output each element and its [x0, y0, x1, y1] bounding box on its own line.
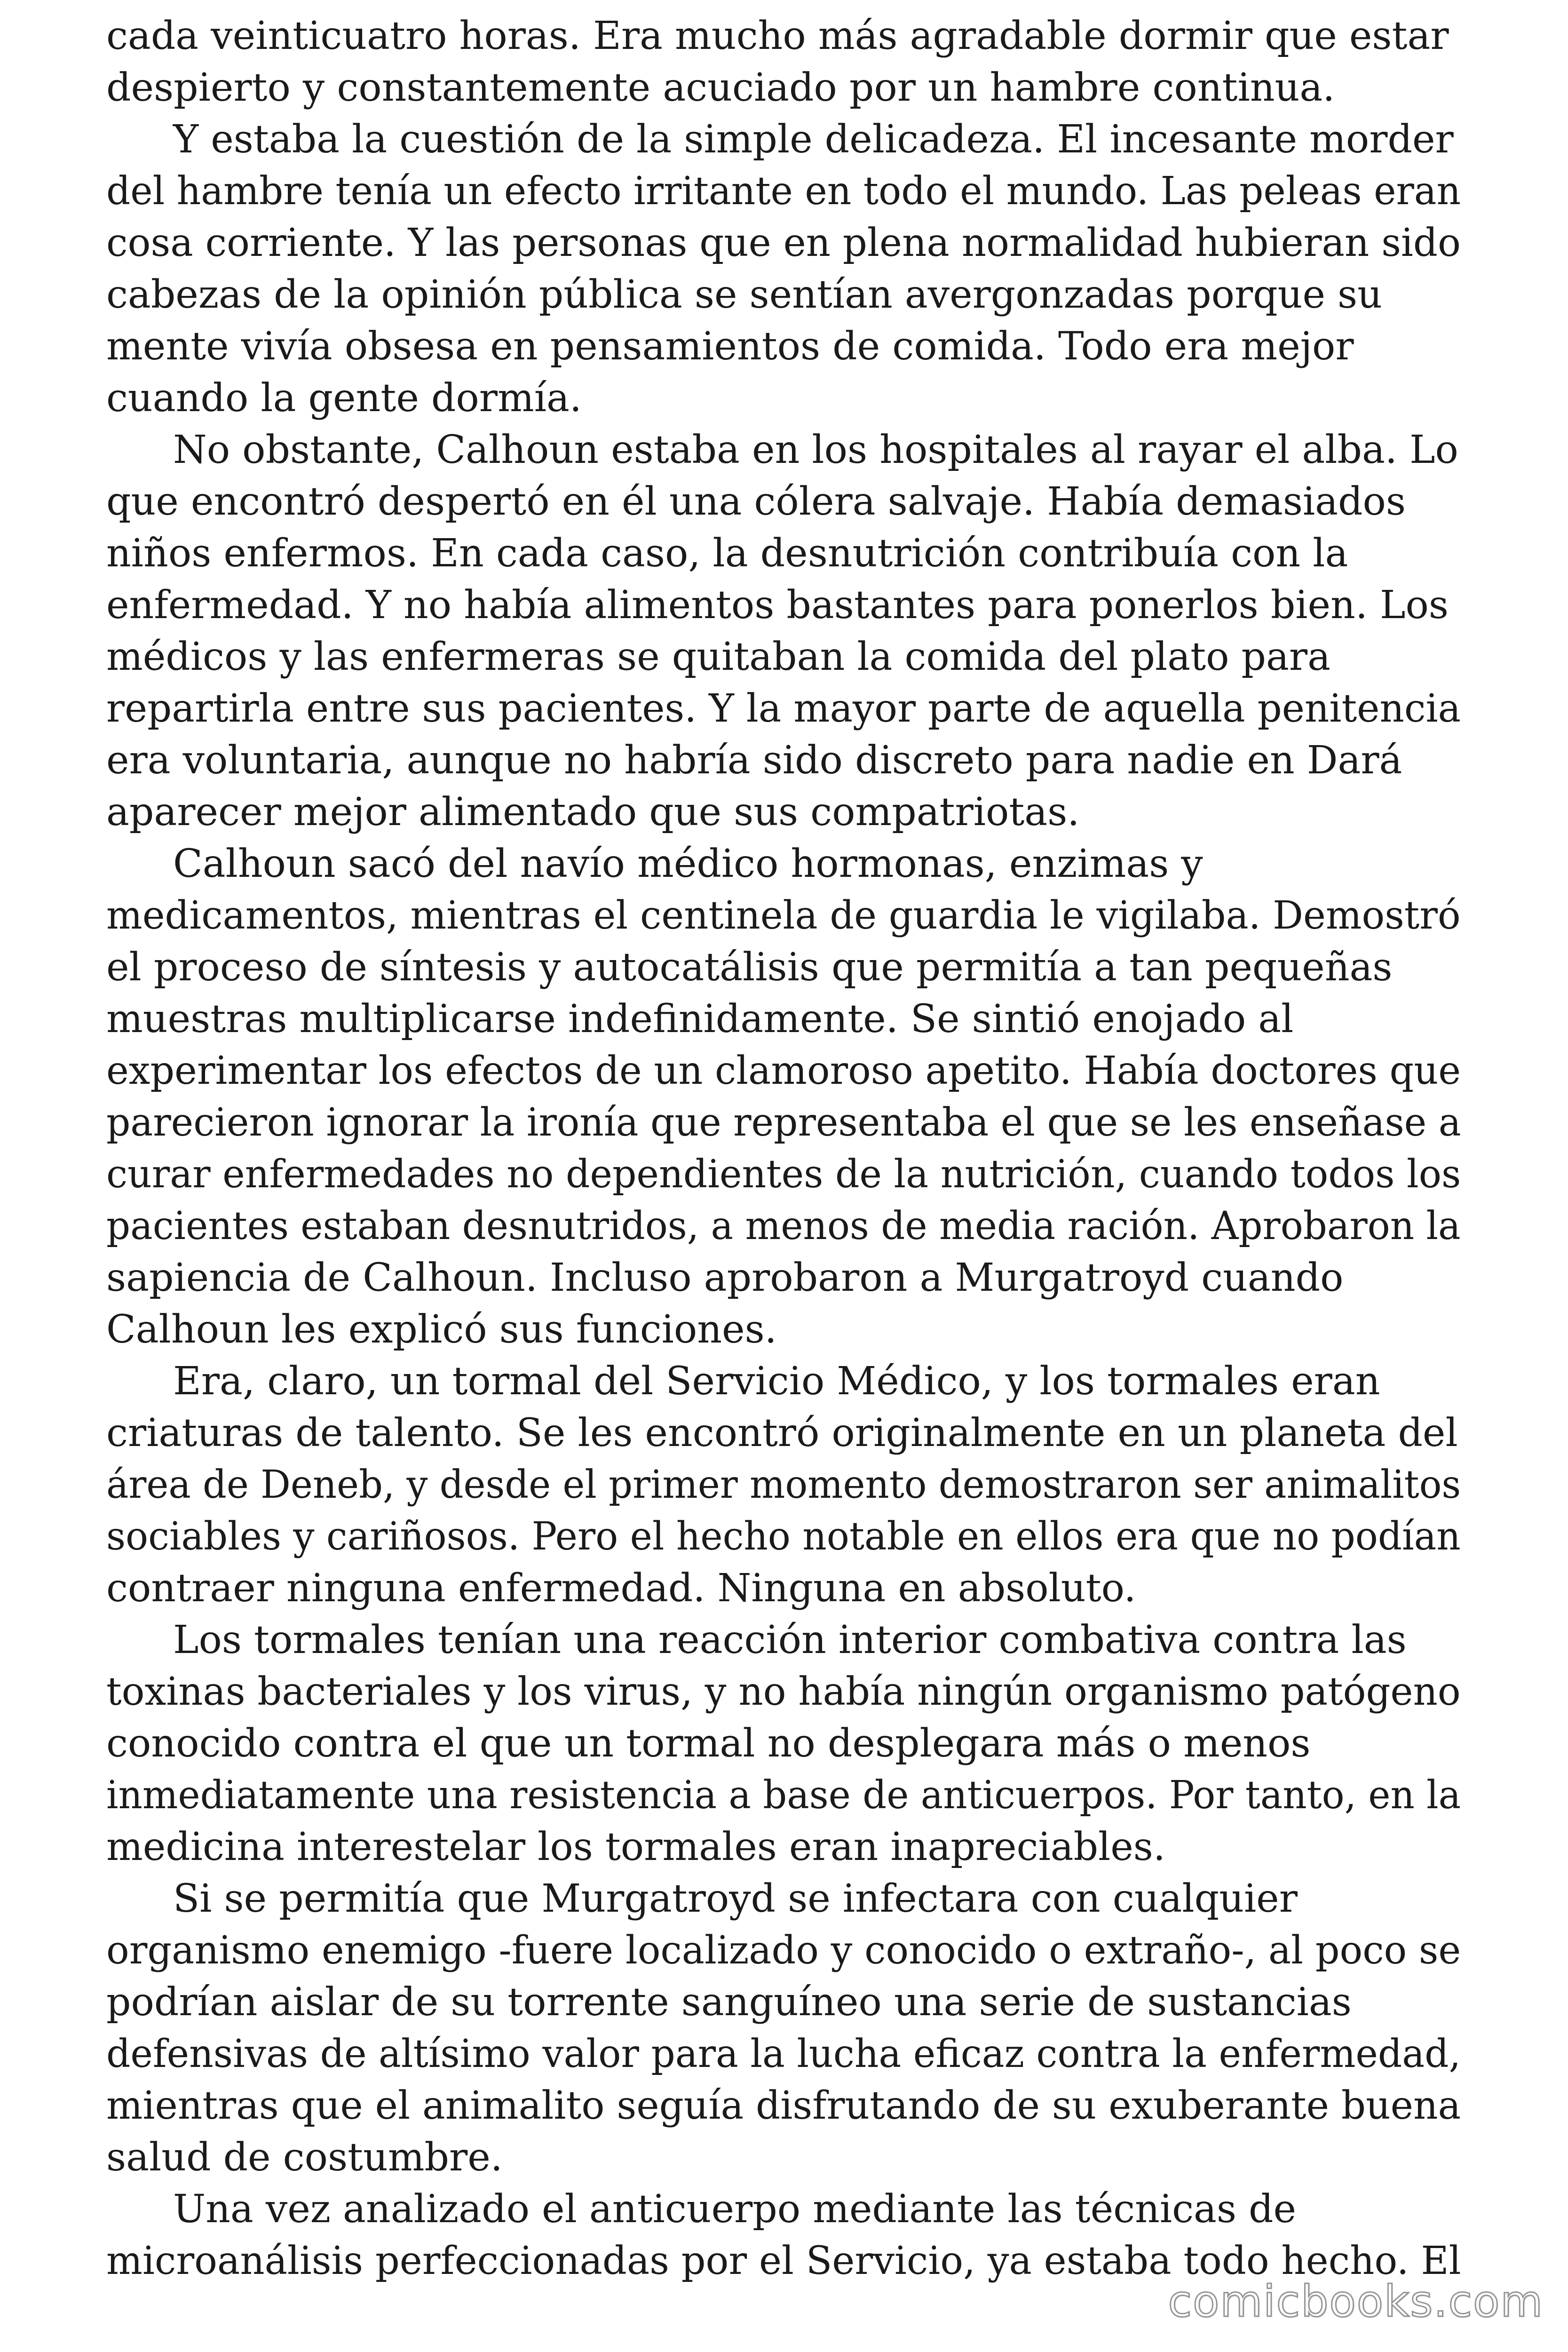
text-line: inmediatamente una resistencia a base de anticuerpos. Por tanto, en la — [106, 1773, 1461, 1818]
text-line: experimentar los efectos de un clamoroso apetito. Había doctores que — [106, 1049, 1461, 1093]
text-line: conocido contra el que un tormal no desplegara más o menos — [106, 1721, 1311, 1766]
text-line: organismo enemigo -fuere localizado y conocido o extraño-, al poco se — [106, 1928, 1461, 1973]
text-line: criaturas de talento. Se les encontró originalmente en un planeta del — [106, 1411, 1458, 1455]
text-line: despierto y constantemente acuciado por un hambre continua. — [106, 65, 1335, 110]
text-line: Una vez analizado el anticuerpo mediante las técnicas de — [173, 2187, 1297, 2232]
text-line: cosa corriente. Y las personas que en plena normalidad hubieran sido — [106, 221, 1461, 265]
text-line: pacientes estaban desnutridos, a menos de media ración. Aprobaron la — [106, 1204, 1461, 1248]
text-line: niños enfermos. En cada caso, la desnutrición contribuía con la — [106, 531, 1348, 576]
text-line: sapiencia de Calhoun. Incluso aprobaron a Murgatroyd cuando — [106, 1255, 1344, 1300]
text-line: enfermedad. Y no había alimentos bastantes para ponerlos bien. Los — [106, 583, 1449, 628]
text-line: medicamentos, mientras el centinela de guardia le vigilaba. Demostró — [106, 893, 1461, 938]
text-line: Calhoun sacó del navío médico hormonas, enzimas y — [173, 842, 1203, 886]
text-line: área de Deneb, y desde el primer momento demostraron ser animalitos — [106, 1462, 1461, 1507]
text-line: medicina interestelar los tormales eran inapreciables. — [106, 1825, 1165, 1869]
text-line: Calhoun les explicó sus funciones. — [106, 1307, 777, 1352]
text-line: Y estaba la cuestión de la simple delicadeza. El incesante morder — [173, 117, 1454, 162]
text-line: Era, claro, un tormal del Servicio Médico, y los tormales eran — [173, 1359, 1380, 1404]
text-line: el proceso de síntesis y autocatálisis que permitía a tan pequeñas — [106, 945, 1393, 990]
text-line: era voluntaria, aunque no habría sido discreto para nadie en Dará — [106, 738, 1402, 783]
text-line: sociables y cariñosos. Pero el hecho notable en ellos era que no podían — [106, 1514, 1461, 1559]
body-text — [106, 10, 1461, 2287]
text-line: cada veinticuatro horas. Era mucho más agradable dormir que estar — [106, 14, 1449, 58]
text-line: salud de costumbre. — [106, 2135, 503, 2180]
text-line: No obstante, Calhoun estaba en los hospitales al rayar el alba. Lo — [173, 428, 1458, 472]
text-line: parecieron ignorar la ironía que representaba el que se les enseñase a — [106, 1100, 1461, 1145]
text-line: microanálisis perfeccionadas por el Servicio, ya estaba todo hecho. El — [106, 2239, 1461, 2283]
text-line: mente vivía obsesa en pensamientos de comida. Todo era mejor — [106, 324, 1354, 369]
text-line: Los tormales tenían una reacción interior combativa contra las — [173, 1618, 1407, 1662]
text-line: Si se permitía que Murgatroyd se infectara con cualquier — [173, 1876, 1298, 1921]
text-line: que encontró despertó en él una cólera salvaje. Había demasiados — [106, 479, 1406, 524]
watermark: comicbooks.com — [1168, 2276, 1544, 2327]
text-line: médicos y las enfermeras se quitaban la comida del plato para — [106, 635, 1330, 679]
text-line: mientras que el animalito seguía disfrutando de su exuberante buena — [106, 2083, 1461, 2128]
text-line: defensivas de altísimo valor para la lucha eficaz contra la enfermedad, — [106, 2032, 1461, 2076]
text-line: contraer ninguna enfermedad. Ninguna en absoluto. — [106, 1566, 1136, 1611]
text-line: cuando la gente dormía. — [106, 376, 582, 421]
text-line: muestras multiplicarse indefinidamente. Se sintió enojado al — [106, 997, 1294, 1041]
text-line: cabezas de la opinión pública se sentían avergonzadas porque su — [106, 272, 1382, 317]
text-line: repartirla entre sus pacientes. Y la mayor parte de aquella penitencia — [106, 686, 1461, 731]
text-line: del hambre tenía un efecto irritante en todo el mundo. Las peleas eran — [106, 169, 1461, 214]
text-line: toxinas bacteriales y los virus, y no había ningún organismo patógeno — [106, 1669, 1461, 1714]
text-line: podrían aislar de su torrente sanguíneo una serie de sustancias — [106, 1980, 1352, 2025]
text-line: aparecer mejor alimentado que sus compatriotas. — [106, 790, 1080, 834]
text-line: curar enfermedades no dependientes de la nutrición, cuando todos los — [106, 1152, 1461, 1197]
